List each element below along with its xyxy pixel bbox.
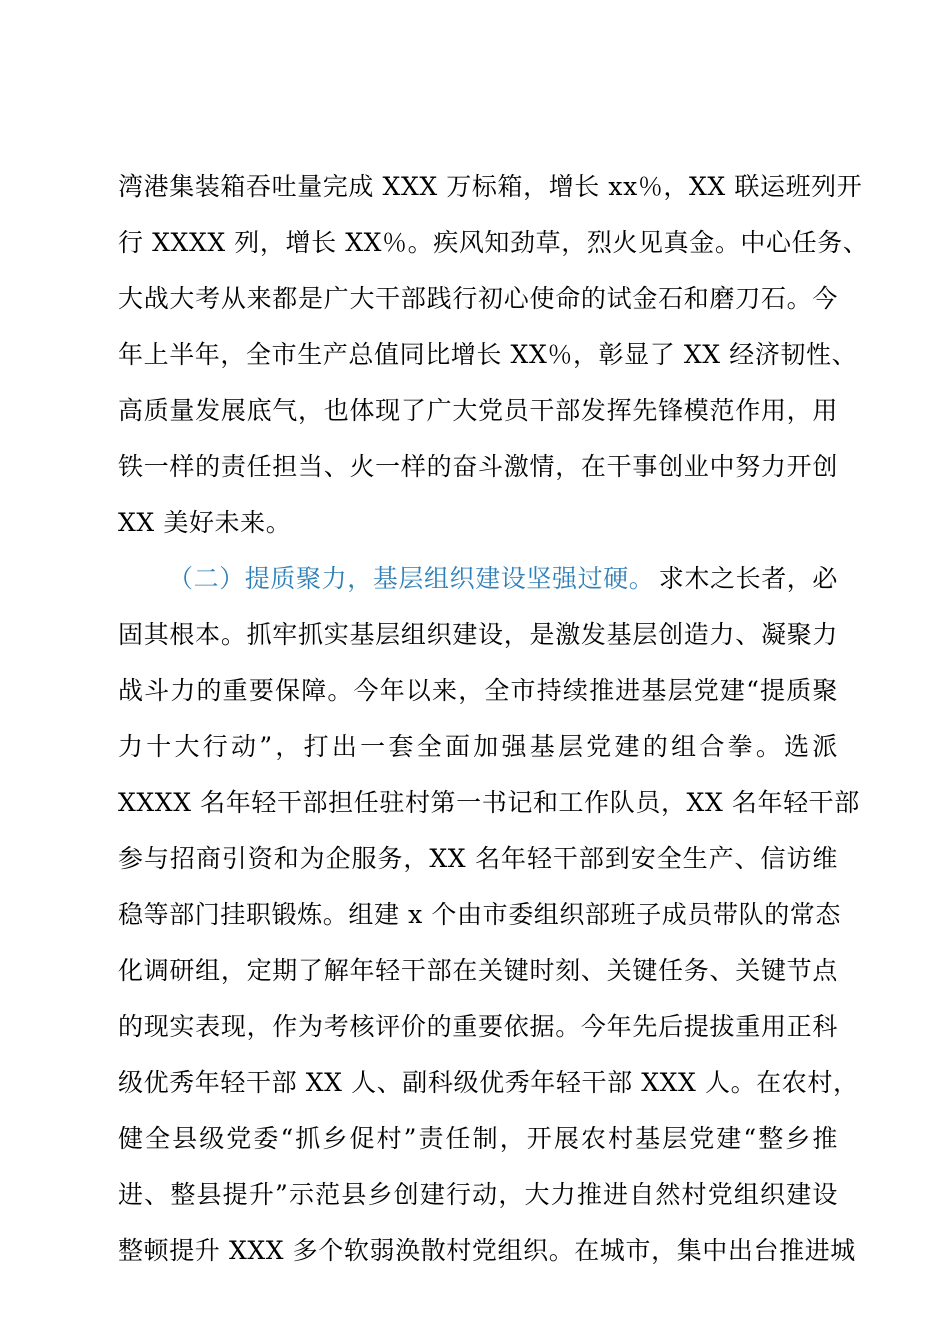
section-first-line <box>168 564 838 594</box>
text-line: XX 美好未来。 <box>118 508 292 537</box>
text-line: 大战大考从来都是广大干部践行初心使命的试金石和磨刀石。今 <box>118 284 838 313</box>
section-heading: （二）提质聚力，基层组织建设坚强过硬。 <box>168 564 655 593</box>
text-line: 整顿提升 XXX 多个软弱涣散村党组织。在城市，集中出台推进城 <box>118 1236 856 1265</box>
text-line: 力十大行动”，打出一套全面加强基层党建的组合拳。选派 <box>118 732 838 761</box>
text-line: 铁一样的责任担当、火一样的奋斗激情，在干事创业中努力开创 <box>118 452 838 481</box>
text-line: 健全县级党委“抓乡促村”责任制，开展农村基层党建“整乡推 <box>118 1124 838 1153</box>
text-line: 级优秀年轻干部 XX 人、副科级优秀年轻干部 XXX 人。在农村， <box>118 1068 859 1097</box>
text-line: 进、整县提升”示范县乡创建行动，大力推进自然村党组织建设 <box>118 1180 838 1209</box>
text-line: 化调研组，定期了解年轻干部在关键时刻、关键任务、关键节点 <box>118 956 838 985</box>
text-line: 参与招商引资和为企服务，XX 名年轻干部到安全生产、信访维 <box>118 844 838 873</box>
text-line: 年上半年，全市生产总值同比增长 XX％，彰显了 XX 经济韧性、 <box>118 340 858 369</box>
text-line: 固其根本。抓牢抓实基层组织建设，是激发基层创造力、凝聚力 <box>118 620 838 649</box>
text-line: 高质量发展底气，也体现了广大党员干部发挥先锋模范作用，用 <box>118 396 838 425</box>
text-line: XXXX 名年轻干部担任驻村第一书记和工作队员，XX 名年轻干部 <box>118 788 860 817</box>
section-first-line-text: 求木之长者，必 <box>658 564 838 593</box>
text-line: 战斗力的重要保障。今年以来，全市持续推进基层党建“提质聚 <box>118 676 838 705</box>
text-line: 湾港集装箱吞吐量完成 XXX 万标箱，增长 xx％，XX 联运班列开 <box>118 172 863 201</box>
text-line: 的现实表现，作为考核评价的重要依据。今年先后提拔重用正科 <box>118 1012 838 1041</box>
text-line: 稳等部门挂职锻炼。组建 x 个由市委组织部班子成员带队的常态 <box>118 900 841 929</box>
text-line: 行 XXXX 列，增长 XX％。疾风知劲草，烈火见真金。中心任务、 <box>118 228 869 257</box>
